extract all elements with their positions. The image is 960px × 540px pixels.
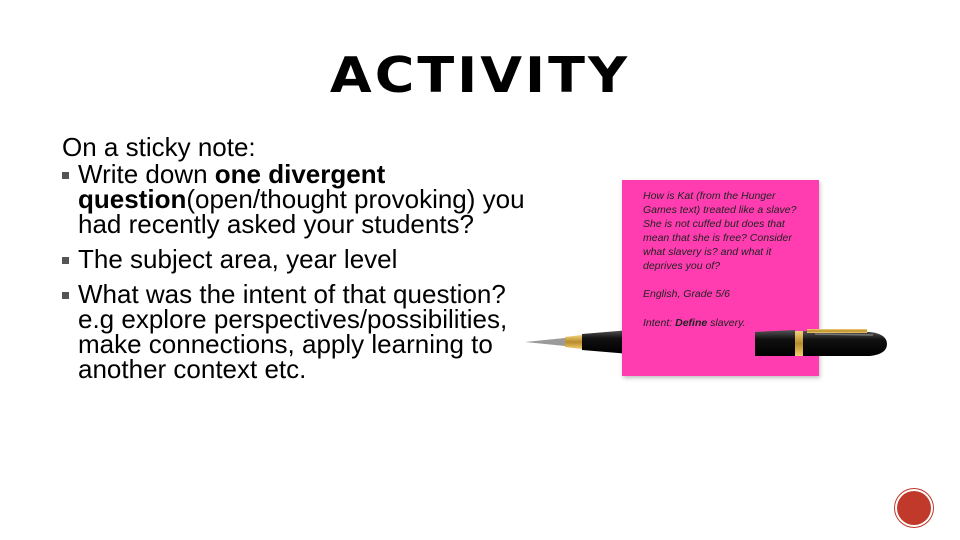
pen-cap-image xyxy=(755,326,890,366)
bullet-bold: one divergent question xyxy=(78,159,386,214)
square-bullet-icon xyxy=(62,172,69,179)
bullet-lead: Write down xyxy=(78,159,215,189)
page-number-badge xyxy=(897,491,931,525)
bullet-tail: (open/thought provoking) you had recently asked your students? xyxy=(78,184,525,239)
sticky-question: How is Kat (from the Hunger Games text) treated like a slave? She is not cuffed but does that mean that she is free? Consider what slavery is? and what it deprives you of? xyxy=(643,190,797,272)
intent-bold: Define xyxy=(675,317,708,329)
bullet-item-intent xyxy=(62,279,532,384)
slide-title: ACTIVITY xyxy=(329,47,631,104)
sticky-note-text xyxy=(643,189,803,344)
bullet-text: The subject area, year level xyxy=(78,244,398,274)
intent-rest: slavery. xyxy=(707,317,746,329)
bullet-item-question xyxy=(62,159,532,239)
intro-text: On a sticky note: xyxy=(62,132,256,162)
square-bullet-icon xyxy=(62,257,69,264)
sticky-subject: English, Grade 5/6 xyxy=(643,288,730,300)
square-bullet-icon xyxy=(62,292,69,299)
bullet-list xyxy=(62,159,532,384)
intent-prefix: Intent: xyxy=(643,317,676,329)
bullet-item-subject xyxy=(62,244,532,274)
slide-body xyxy=(62,132,532,392)
bullet-text: What was the intent of that question? e.g explore perspectives/possibilities, make connections, apply learning to another context etc. xyxy=(78,279,508,384)
